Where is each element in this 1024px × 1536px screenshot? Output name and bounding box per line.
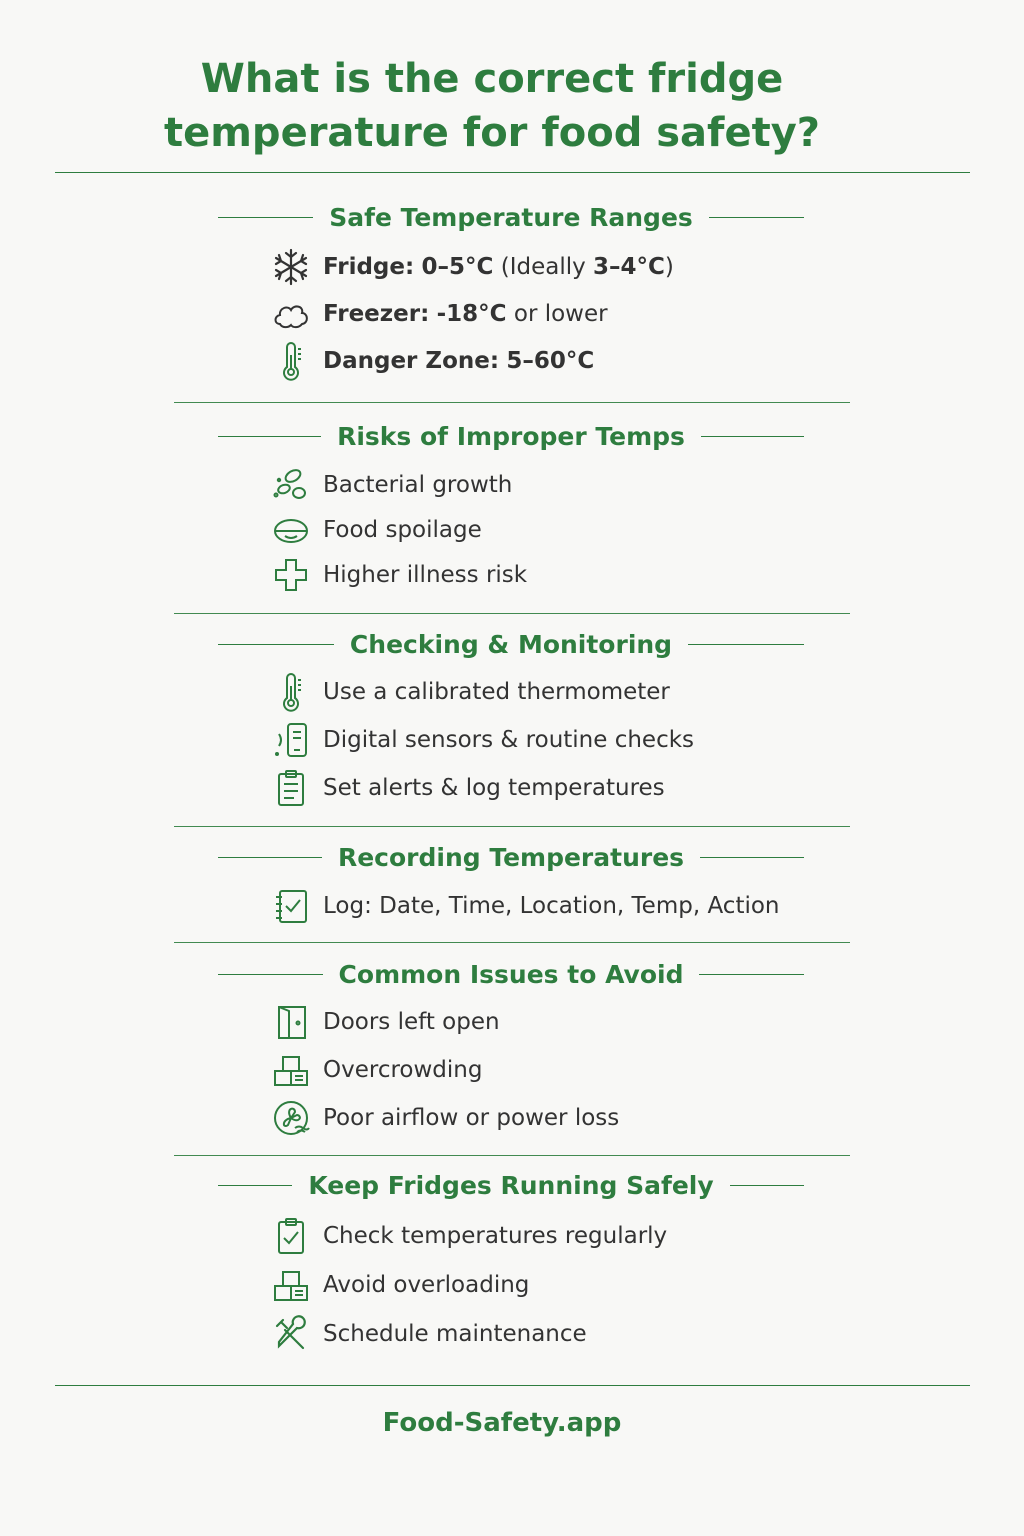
footer-divider xyxy=(55,1385,970,1386)
section-divider xyxy=(174,1155,850,1156)
title-line-1: What is the correct fridge xyxy=(200,56,784,102)
clipboard-check-icon xyxy=(266,1214,316,1258)
list-item: Poor airflow or power loss xyxy=(266,1096,619,1140)
list-item: Avoid overloading xyxy=(266,1263,529,1307)
section-heading-checking: Checking & Monitoring xyxy=(218,627,804,661)
list-item-fridge: Fridge: 0–5°C (Ideally 3–4°C) xyxy=(266,245,674,289)
list-item-freezer: Freezer: -18°C or lower xyxy=(266,292,608,336)
clipboard-list-icon xyxy=(266,766,316,810)
open-door-icon xyxy=(266,1000,316,1044)
list-item: Schedule maintenance xyxy=(266,1312,587,1356)
section-heading-keep: Keep Fridges Running Safely xyxy=(218,1168,804,1202)
tools-icon xyxy=(266,1312,316,1356)
medical-cross-icon xyxy=(266,553,316,597)
section-divider xyxy=(174,826,850,827)
title-line-2: temperature for food safety? xyxy=(164,110,820,156)
thermometer-icon xyxy=(266,670,316,714)
section-divider xyxy=(174,942,850,943)
section-heading-issues: Common Issues to Avoid xyxy=(218,957,804,991)
section-divider xyxy=(174,402,850,403)
thermometer-icon xyxy=(266,339,316,383)
list-item: Food spoilage xyxy=(266,508,482,552)
section-divider xyxy=(174,613,850,614)
sensor-device-icon xyxy=(266,718,316,762)
list-item: Overcrowding xyxy=(266,1048,482,1092)
stacked-boxes-icon xyxy=(266,1048,316,1092)
list-item: Doors left open xyxy=(266,1000,500,1044)
bacteria-icon xyxy=(266,463,316,507)
fan-icon xyxy=(266,1096,316,1140)
list-item-danger-zone: Danger Zone: 5–60°C xyxy=(266,339,594,383)
footer-site: Food-Safety.app xyxy=(382,1408,622,1438)
list-item: Log: Date, Time, Location, Temp, Action xyxy=(266,884,780,928)
list-item: Use a calibrated thermometer xyxy=(266,670,670,714)
title-divider xyxy=(55,172,970,173)
list-item: Set alerts & log temperatures xyxy=(266,766,665,810)
list-item: Check temperatures regularly xyxy=(266,1214,667,1258)
notebook-check-icon xyxy=(266,884,316,928)
snowflake-icon xyxy=(266,245,316,289)
section-heading-recording: Recording Temperatures xyxy=(218,840,804,874)
list-item: Digital sensors & routine checks xyxy=(266,718,694,762)
stacked-boxes-icon xyxy=(266,1263,316,1307)
section-heading-risks: Risks of Improper Temps xyxy=(218,419,804,453)
spoiled-food-icon xyxy=(266,508,316,552)
cloud-icon xyxy=(266,292,316,336)
list-item: Bacterial growth xyxy=(266,463,512,507)
page-title xyxy=(0,52,1024,160)
section-heading-ranges: Safe Temperature Ranges xyxy=(218,200,804,234)
list-item: Higher illness risk xyxy=(266,553,527,597)
